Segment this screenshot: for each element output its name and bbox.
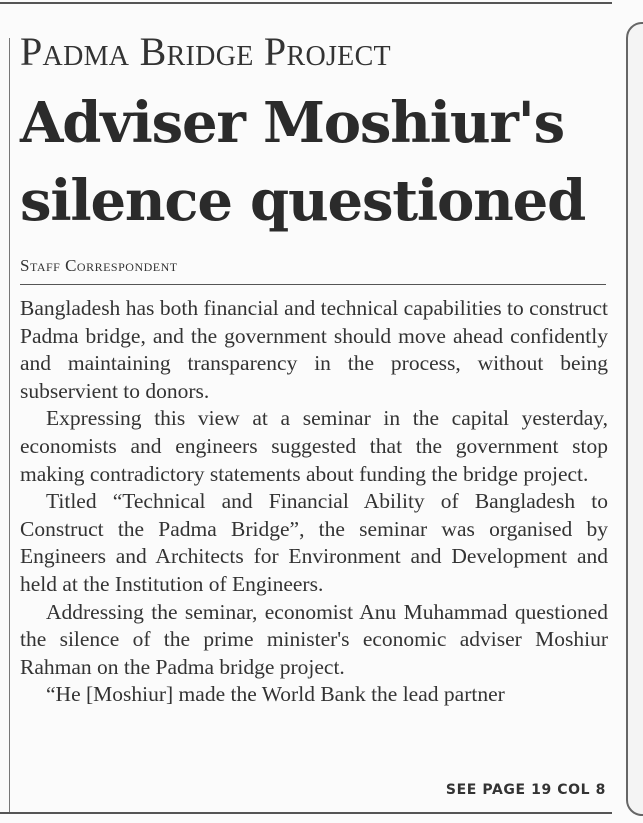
paragraph-5: “He [Moshiur] made the World Bank the lead partner	[46, 682, 505, 707]
byline-rule	[20, 284, 606, 285]
headline-line-1: Adviser Moshiur's	[20, 90, 564, 156]
headline-line-2: silence questioned	[20, 168, 586, 234]
byline: Staff Correspondent	[20, 256, 178, 275]
continued-on-page-link: SEE PAGE 19 COL 8	[445, 782, 606, 798]
kicker: Padma Bridge Project	[20, 29, 391, 74]
article-body	[20, 295, 608, 709]
paragraph-4: Addressing the seminar, economist Anu Muhammad questioned the silence of the prime minister's economic adviser Moshiur Rahman on the Padma bridge project.	[20, 599, 608, 679]
bottom-rule	[0, 812, 612, 814]
column-rule	[9, 38, 10, 813]
paragraph-3: Titled “Technical and Financial Ability of Bangladesh to Construct the Padma Bridge”, the seminar was organised by Engineers and Architects for Environment and Development and held at the Institution of Engineers.	[20, 489, 608, 596]
headline	[20, 84, 610, 240]
article	[20, 29, 610, 798]
top-rule	[0, 2, 612, 4]
paragraph-1: Bangladesh has both financial and technical capabilities to construct Padma bridge, and the government should move ahead confidently and maintaining transparency in the process, without being subservient to donors.	[20, 296, 608, 403]
adjacent-column-edge	[626, 22, 643, 816]
paragraph-2: Expressing this view at a seminar in the capital yesterday, economists and engineers suggested that the government stop making contradictory statements about funding the bridge project.	[20, 406, 608, 486]
